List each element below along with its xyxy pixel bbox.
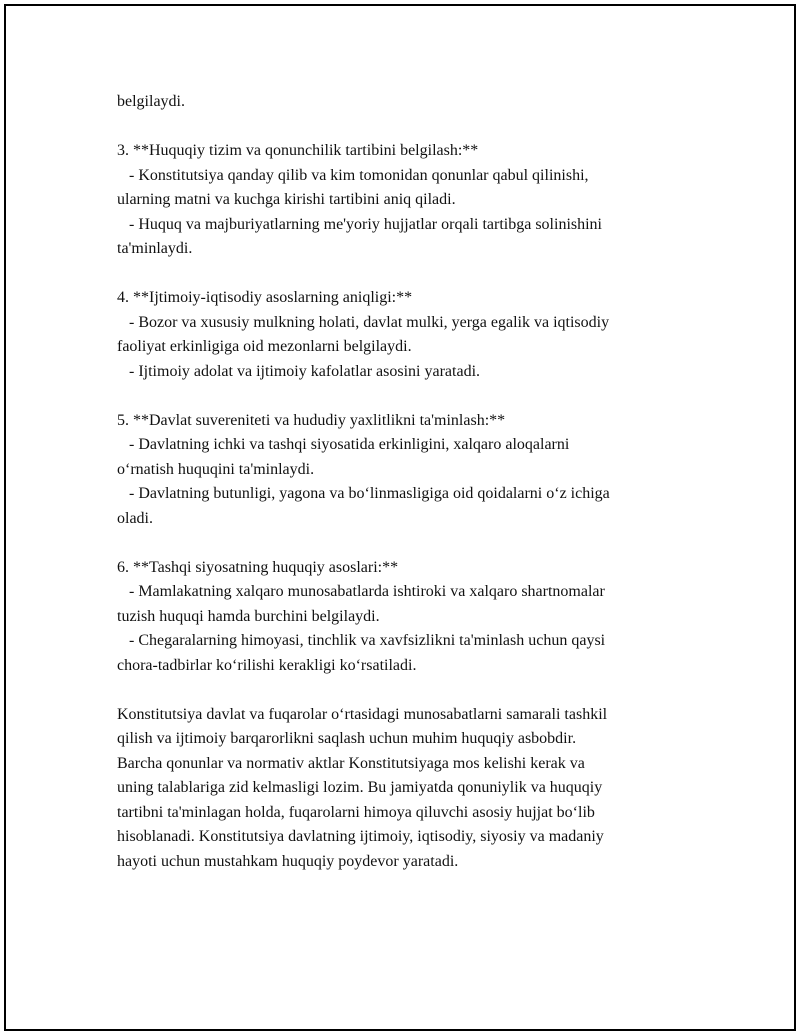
section-5-bullet-1-line-1: - Davlatning ichki va tashqi siyosatida erkinligini, xalqaro aloqalarni (117, 436, 570, 453)
conclusion-line-2: qilish va ijtimoiy barqarorlikni saqlash uchun muhim huquqiy asbobdir. (117, 730, 577, 747)
spacer (117, 384, 697, 409)
section-4 (117, 286, 697, 384)
conclusion-line-7: hayoti uchun mustahkam huquqiy poydevor yaratadi. (117, 852, 459, 870)
section-6-bullet-1-line-2: tuzish huquqi hamda burchini belgilaydi. (117, 607, 380, 625)
document-body (117, 90, 697, 874)
section-5-bullet-1-line-2: o‘rnatish huquqini ta'minlaydi. (117, 460, 315, 478)
section-4-bullet-1-line-2: faoliyat erkinligiga oid mezonlarni belgilaydi. (117, 338, 412, 355)
section-4-bullet-1-line-1: - Bozor va xususiy mulkning holati, davlat mulki, yerga egalik va iqtisodiy (117, 313, 610, 331)
conclusion-paragraph (117, 703, 697, 875)
intro-tail: belgilaydi. (117, 93, 185, 110)
section-5-bullet-2-line-2: oladi. (117, 509, 153, 527)
section-4-title: 4. **Ijtimoiy-iqtisodiy asoslarning aniqligi:** (117, 289, 413, 306)
section-5-bullet-2-line-1: - Davlatning butunligi, yagona va bo‘linmasligiga oid qoidalarni o‘z ichiga (117, 485, 610, 502)
section-3-bullet-1-line-2: ularning matni va kuchga kirishi tartibini aniq qiladi. (117, 191, 456, 208)
section-5-title: 5. **Davlat suvereniteti va hududiy yaxlitlikni ta'minlash:** (117, 411, 506, 429)
spacer (117, 262, 697, 287)
section-3-title: 3. **Huquqiy tizim va qonunchilik tartibini belgilash:** (117, 142, 479, 159)
section-6-bullet-1-line-1: - Mamlakatning xalqaro munosabatlarda ishtiroki va xalqaro shartnomalar (117, 583, 605, 600)
spacer (117, 115, 697, 140)
section-3-bullet-2-line-2: ta'minlaydi. (117, 240, 193, 257)
section-6 (117, 556, 697, 679)
section-6-bullet-2-line-1: - Chegaralarning himoyasi, tinchlik va xavfsizlikni ta'minlash uchun qaysi (117, 632, 606, 649)
section-6-title: 6. **Tashqi siyosatning huquqiy asoslari:** (117, 558, 399, 576)
conclusion-line-5: tartibni ta'minlagan holda, fuqarolarni himoya qiluvchi asosiy hujjat bo‘lib (117, 803, 595, 821)
conclusion-line-3: Barcha qonunlar va normativ aktlar Konstitutsiyaga mos kelishi kerak va (117, 754, 585, 772)
spacer (117, 678, 697, 703)
section-3-bullet-2-line-1: - Huquq va majburiyatlarning me'yoriy hujjatlar orqali tartibga solinishini (117, 215, 602, 233)
conclusion-line-6: hisoblanadi. Konstitutsiya davlatning ijtimoiy, iqtisodiy, siyosiy va madaniy (117, 828, 604, 845)
spacer (117, 531, 697, 556)
conclusion-line-4: uning talablariga zid kelmasligi lozim. Bu jamiyatda qonuniylik va huquqiy (117, 779, 603, 796)
section-4-bullet-2-line-1: - Ijtimoiy adolat va ijtimoiy kafolatlar asosini yaratadi. (117, 362, 481, 380)
section-6-bullet-2-line-2: chora-tadbirlar ko‘rilishi kerakligi ko‘rsatiladi. (117, 656, 417, 674)
conclusion-line-1: Konstitutsiya davlat va fuqarolar o‘rtasidagi munosabatlarni samarali tashkil (117, 705, 608, 723)
section-5 (117, 409, 697, 532)
section-3-bullet-1-line-1: - Konstitutsiya qanday qilib va kim tomonidan qonunlar qabul qilinishi, (117, 166, 589, 184)
section-3 (117, 139, 697, 262)
